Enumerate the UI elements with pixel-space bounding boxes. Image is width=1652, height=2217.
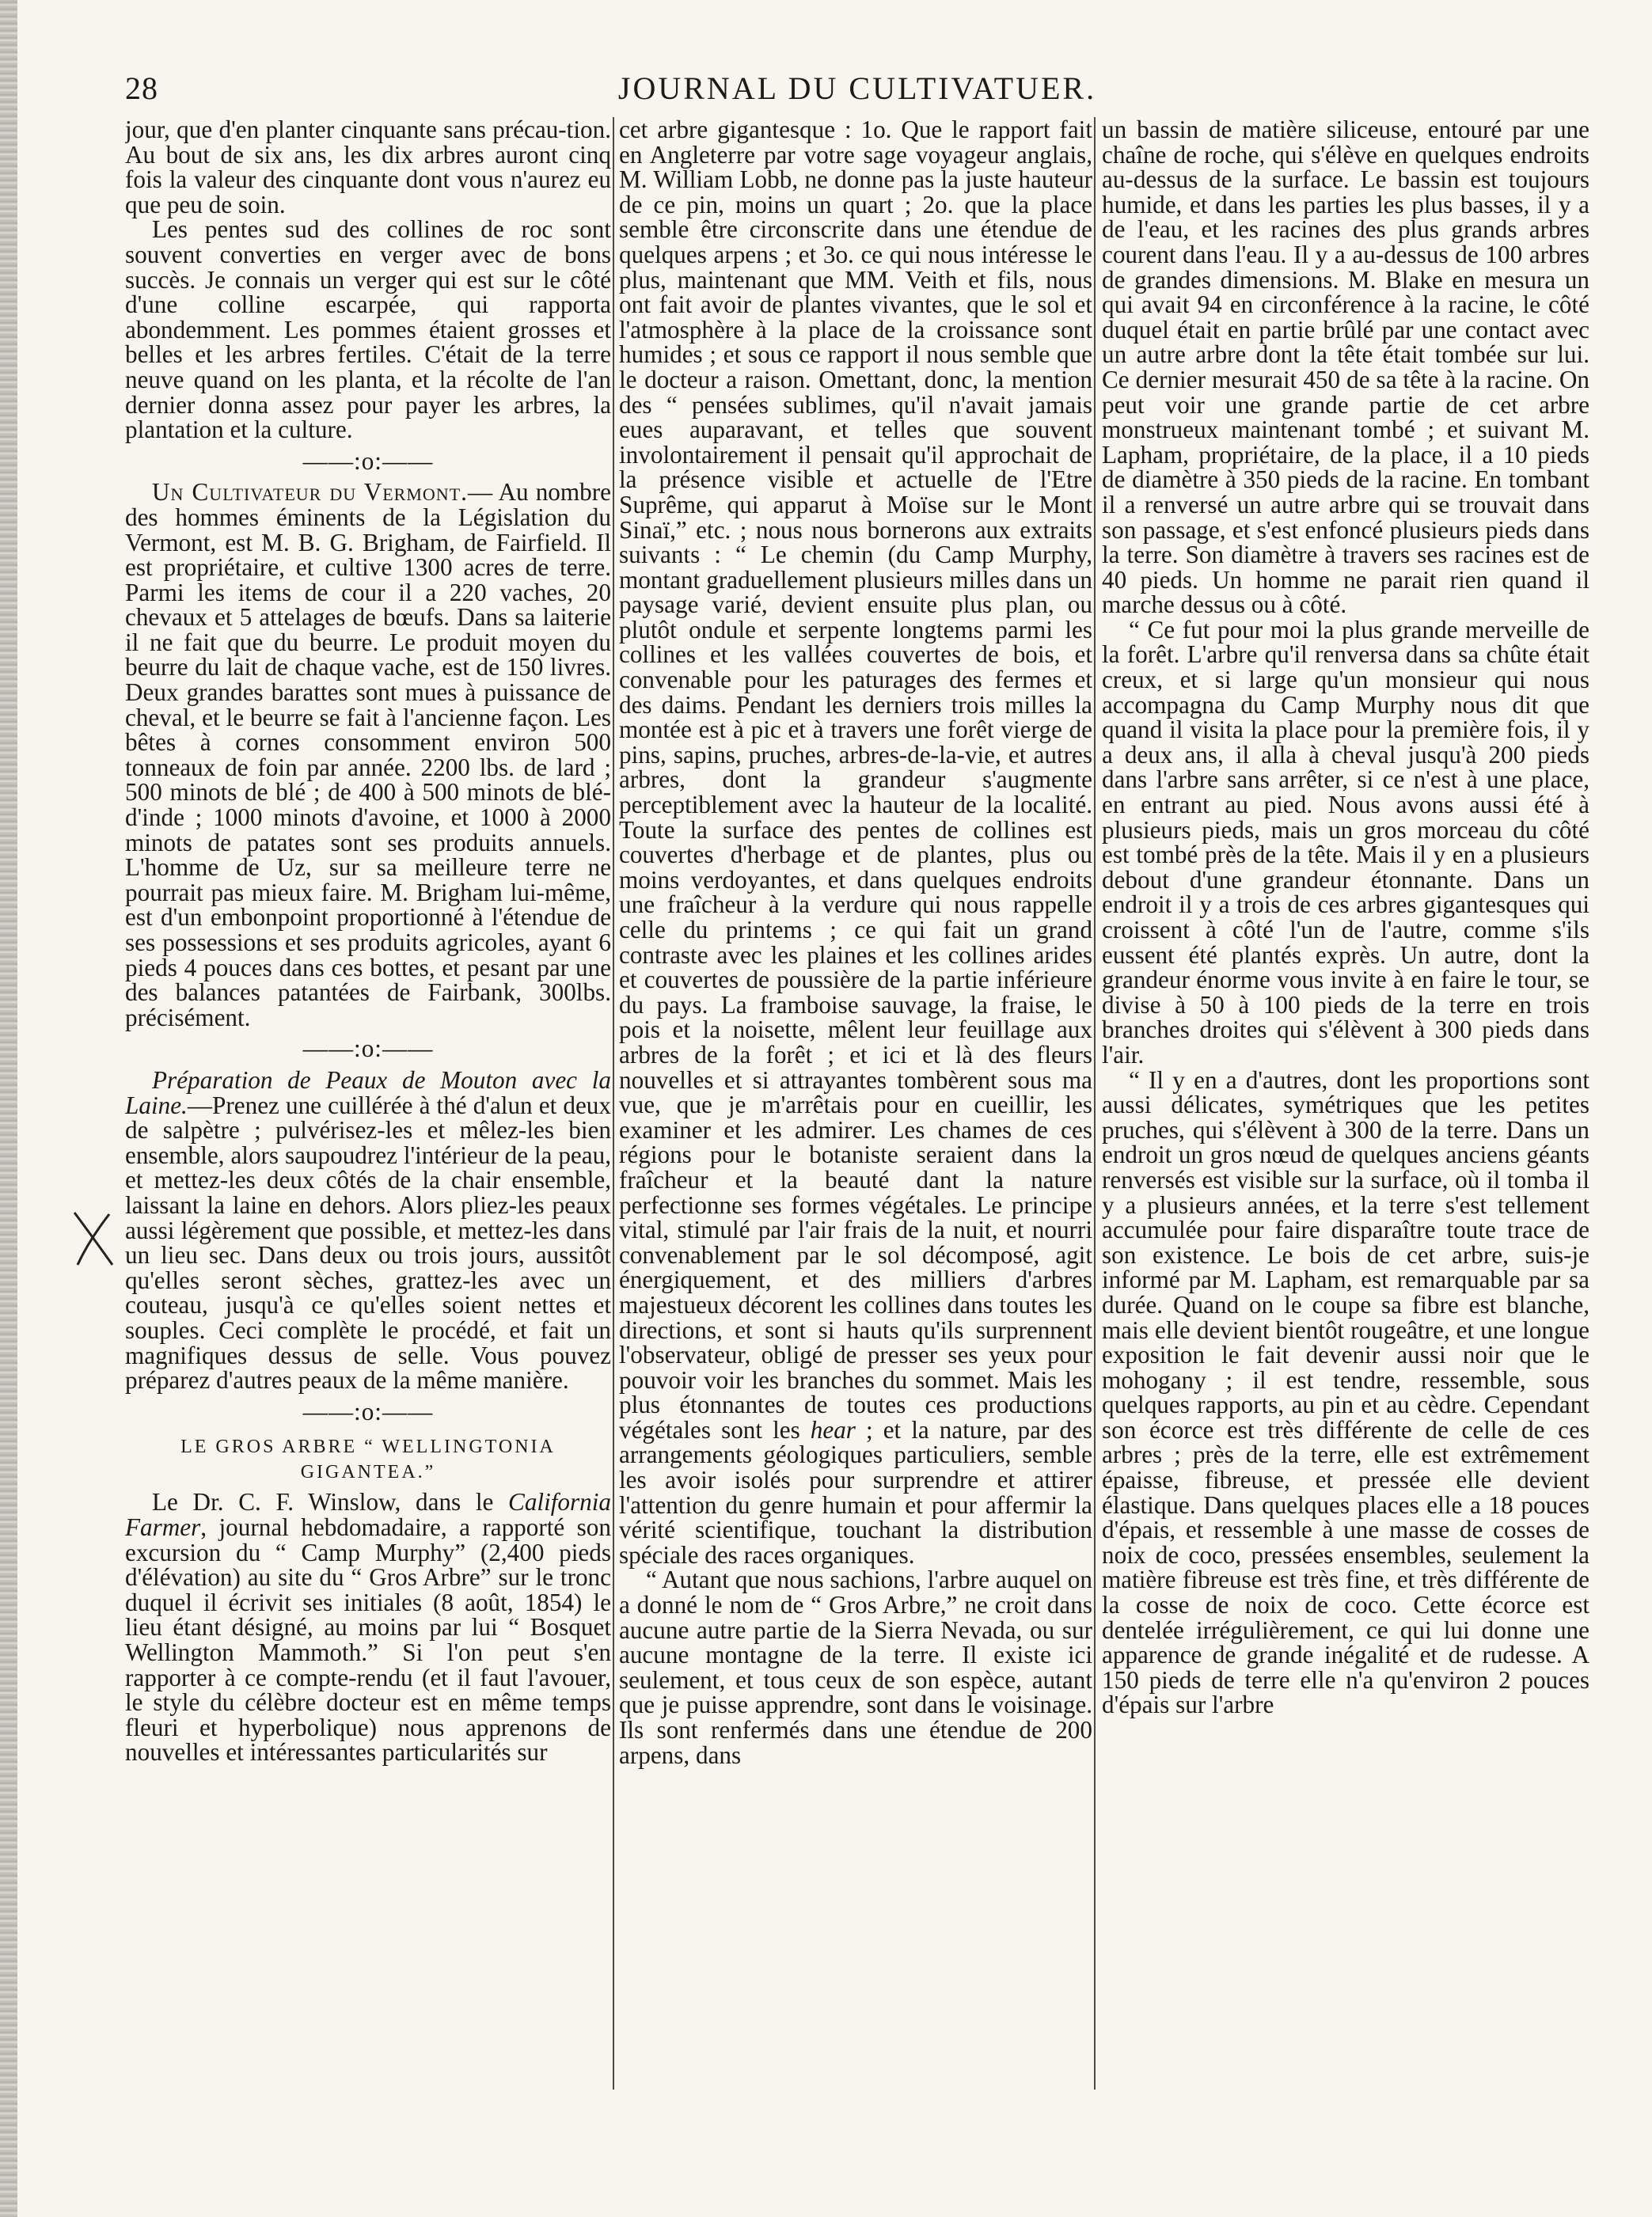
paragraph-sierra-nevada: “ Autant que nous sachions, l'arbre auquel on a donné le nom de “ Gros Arbre,” ne croit dans aucune autre partie de la Sierra Nevada, ou sur aucune montagne de la terre. Il existe ici seulement, et tous ceux de son espèce, autant que je puisse apprendre, sont dans le voisinage. Ils sont renfermés dans une étendue de 200 arpens, dans	[619, 1566, 1092, 1769]
article-peaux	[125, 1065, 611, 1395]
paragraph-arbre-gigantesque	[619, 117, 1092, 1567]
handwritten-x-mark	[70, 1209, 117, 1270]
page-binding-edge	[0, 0, 17, 2217]
article-gros-arbre-intro	[125, 1490, 611, 1765]
journal-title: California Farmer	[125, 1488, 611, 1542]
vermont-text: — Au nombre des hommes éminents de la Législation du Vermont, est M. B. G. Brigham, de Fairfield. Il est propriétaire, et cultive 1300 acres de terre. Parmi les items de cour il a 220 vaches, 20 chevaux et 5 attelages de bœufs. Dans sa laiterie il ne fait que du beurre. Le produit moyen du beurre du lait de chaque vache, est de 150 livres. Deux grandes barattes sont mues à puissance de cheval, et le beurre se fait à l'ancienne façon. Les bêtes à cornes consomment environ 500 tonneaux de foin par année. 2200 lbs. de lard ; 500 minots de blé ; de 400 à 500 minots de blé-d'inde ; 1000 minots d'avoine, et 1000 à 2000 minots de patates sont ses produits annuels. L'homme de Uz, sur sa meilleure terre ne pourrait pas mieux faire. M. Brigham lui-même, est d'un embonpoint proportionné à l'étendue de ses possessions et ses produits agricoles, ayant 6 pieds 4 pouces dans ces bottes, et pesant par une des balances patantées de Fairbank, 300lbs. précisément.	[125, 478, 611, 1031]
peaux-heading: Préparation de Peaux de Mouton avec la Laine.	[125, 1065, 611, 1119]
gros-lead: Le Dr. C. F. Winslow, dans le	[152, 1488, 509, 1517]
article-heading-gros-arbre: LE GROS ARBRE “ WELLINGTONIA GIGANTEA.”	[180, 1437, 556, 1482]
paragraph-verger: Les pentes sud des collines de roc sont souvent converties en verger avec de bons succès. Je connais un verger qui est sur le côté d'une colline escarpée, qui rapporta abondemment. Les pommes étaient grosses et belles et les arbres fertiles. C'était de la terre neuve quand on les planta, et la récolte de l'an dernier donna assez pour payer les arbres, la plantation et la culture.	[125, 215, 611, 444]
paragraph-merveille: “ Ce fut pour moi la plus grande merveille de la forêt. L'arbre qu'il renversa dans sa chûte était creux, et si large qu'un monsieur qui nous accompagna du Camp Murphy nous dit que quand il visita la place pour la première fois, il y a deux ans, il alla à cheval jusqu'à 200 pieds dans l'arbre sans arrêter, si ce n'est à une place, en entrant au pied. Nous avons aussi été à plusieurs pieds, mais un gros morceau du côté est tombé près de la tête. Mais il y en a plusieurs debout d'une grandeur étonnante. Dans un endroit il y a trois de ces arbres gigantesques qui croissent à côté l'un de l'autre, comme s'ils eussent été plantés exprès. Un autre, dont la grandeur énorme vous invite à en faire le tour, se divise à 50 à 100 pieds de la terre en trois branches droites qui s'élèvent à 300 pieds dans l'air.	[1102, 615, 1589, 1069]
section-separator: ——:o:——	[302, 1397, 434, 1425]
gros-text: , journal hebdomadaire, a rapporté son excursion du “ Camp Murphy” (2,400 pieds d'élévation) au site du “ Gros Arbre” sur le tronc duquel il écrivit ses initiales (8 août, 1854) le lieu étant désigné, au moins par lui “ Bosquet Wellington Mammoth.” Si l'on peut s'en rapporter à ce compte-rendu (et il faut l'avouer, le style du célèbre docteur est en même temps fleuri et hyperbolique) nous apprenons de nouvelles et intéressantes particularités sur	[125, 1513, 611, 1767]
section-separator: ——:o:——	[302, 1034, 434, 1063]
middle-text-end: ; et la nature, par des arrangements géologiques particuliers, semble les avoir isolés pour surprendre et attirer l'attention du genre humain et pour affermir la vérité scientifique, touchant la distribution spéciale des races organiques.	[619, 1415, 1092, 1569]
column-left	[125, 117, 611, 2096]
paragraph-bassin: un bassin de matière siliceuse, entouré par une chaîne de roche, qui s'élève en quelques endroits au-dessus de la surface. Le bassin est toujours humide, et dans les parties les plus basses, il y a de l'eau, et les racines des plus grands arbres courent dans l'eau. Il y a au-dessus de 100 arbres de grandes dimensions. M. Blake en mesura un qui avait 94 en circonférence à la racine, le côté duquel était en partie brûlé par une contact avec un autre arbre dont la tête était tombée sur lui. Ce dernier mesurait 450 de sa tête à la racine. On peut voir une grande partie de cet arbre monstrueux maintenant tombé ; et suivant M. Lapham, propriétaire, de la place, il a 10 pieds de diamètre à 350 pieds de la racine. En tombant il a renversé un autre arbre qui se trouvait dans son passage, et s'est enfoncé plusieurs pieds dans la terre. Son diamètre à travers ses racines est de 40 pieds. Un homme ne parait rien quand il marche dessus ou à côté.	[1102, 117, 1589, 619]
section-separator: ——:o:——	[302, 446, 434, 475]
peaux-text: —Prenez une cuillérée à thé d'alun et deux de salpètre ; pulvérisez-les et mêlez-les bien ensemble, alors saupoudrez l'intérieur de la peau, et mettez-les deux côtés de la chair ensemble, laissant la laine en dehors. Alors pliez-les peaux aussi légèrement que possible, et mettez-les dans un lieu sec. Dans deux ou trois jours, aussitôt qu'elles seront sèches, grattez-les avec un couteau, jusqu'à ce qu'elles soient nettes et souples. Ceci complète le procédé, et fait un magnifiques dessus de selle. Vous pouvez préparez d'autres peaux de la même manière.	[125, 1091, 611, 1395]
page-number: 28	[125, 70, 158, 106]
article-vermont	[125, 480, 611, 1030]
paragraph-proportions: “ Il y en a d'autres, dont les proportions sont aussi délicates, symétriques que les petites pruches, qui s'élèvent à 300 de la terre. Dans un endroit un gros nœud de quelques anciens géants renversés est visible sur la surface, où il tomba il y a plusieurs années, et la terre s'est tellement accumulée pour faire disparaître toute trace de son existence. Le bois de cet arbre, suis-je informé par M. Lapham, est remarquable par sa durée. Quand on le coupe sa fibre est blanche, mais elle devient bientôt rougeâtre, et une longue exposition le fait devenir aussi noir que le mohogany ; il est tendre, ressemble, sous quelques rapports, au pin et au cèdre. Cependant son écorce est très différente de celle de ces arbres ; près de la terre, elle est extrêmement épaisse, fibreuse, et pressée elle devient élastique. Dans quelques places elle a 18 pouces d'épais, et ressemble à une masse de cosses de noix de coco, pressées ensembles, seulement la matière fibreuse est très fine, et très différente de la cosse de noix de coco. Cette écorce est dentelée irrégulièrement, ce qui lui donne une apparence de grande inégalité et de rudesse. A 150 pieds de terre elle n'a qu'environ 2 pouces d'épais sur l'arbre	[1102, 1065, 1589, 1719]
running-title: JOURNAL DU CULTIVATUER.	[617, 70, 1097, 106]
article-columns	[125, 117, 1589, 2096]
column-right	[1102, 117, 1589, 2096]
column-rule-right	[1094, 117, 1096, 2090]
paragraph-cinquante: jour, que d'en planter cinquante sans précau-tion. Au bout de six ans, les dix arbres auront cinq fois la valeur des cinquante dont vous n'aurez eu que peu de soin.	[125, 117, 611, 218]
column-middle	[619, 117, 1092, 2096]
page-header	[125, 63, 1589, 111]
middle-text: cet arbre gigantesque : 1o. Que le rapport fait en Angleterre par votre sage voyageur anglais, M. William Lobb, ne donne pas la juste hauteur de ce pin, moins un quart ; 2o. que la place semble être circonscrite dans une étendue de quelques arpens ; et 3o. ce qui nous intéresse le plus, maintenant que MM. Veith et fils, nous ont fait avoir de plantes vivantes, que le sol et l'atmosphère à la place de la croissance sont humides ; et sous ce rapport il nous semble que le docteur a raison. Omettant, donc, la mention des “ pensées sublimes, qu'il n'avait jamais eues auparavant, et telles que souvent involontairement il pensait qu'il approchait de la présence visible et actuelle de l'Etre Suprême, qui apparut à Moïse sur le Mont Sinaï,” etc. ; nous nous bornerons aux extraits suivants : “ Le chemin (du Camp Murphy, montant graduellement plusieurs milles dans un paysage varié, devient ensuite plus plan, ou plutôt ondule et serpente longtems parmi les collines et les vallées couvertes de bois, et convenable pour les paturages des fermes et des daims. Pendant les derniers trois milles la montée est à pic et à travers une forêt vierge de pins, sapins, pruches, arbres-de-la-vie, et autres arbres, dont la grandeur s'augmente perceptiblement avec la hauteur de la localité. Toute la surface des pentes de collines est couvertes d'herbage et de plantes, plus ou moins verdoyantes, et dans quelques endroits une fraîcheur à la verdure qui nous rappelle celle du printems ; ce qui fait un grand contraste avec les plaines et les collines arides et couvertes de poussière de la partie inférieure du pays. La framboise sauvage, la fraise, le pois et la noisette, mêlent leur feuillage aux arbres de la forêt ; et ici et là des fleurs nouvelles et si attrayantes tombèrent sous ma vue, que je m'arrêtais pour en cueillir, les examiner et les admirer. Les chames de ces régions pour le botaniste seraient dans la fraîcheur et la beauté dant la nature perfectionne ses formes végétales. Le principe vital, stimulé par l'air frais de la nuit, et nourri convenablement par le sol décomposé, agit énergiquement, et des milliers d'arbres majestueux décorent les collines dans toutes les directions, et sont si hauts qu'ils surprennent l'observateur, obligé de presser ses yeux pour pouvoir voir les branches du sommet. Mais les plus étonnantes de toutes ces productions végétales sont les	[619, 117, 1092, 1444]
vermont-heading: Un Cultivateur du Vermont.	[152, 478, 468, 507]
column-rule-left	[613, 117, 614, 2090]
italic-word: hear	[810, 1415, 856, 1444]
